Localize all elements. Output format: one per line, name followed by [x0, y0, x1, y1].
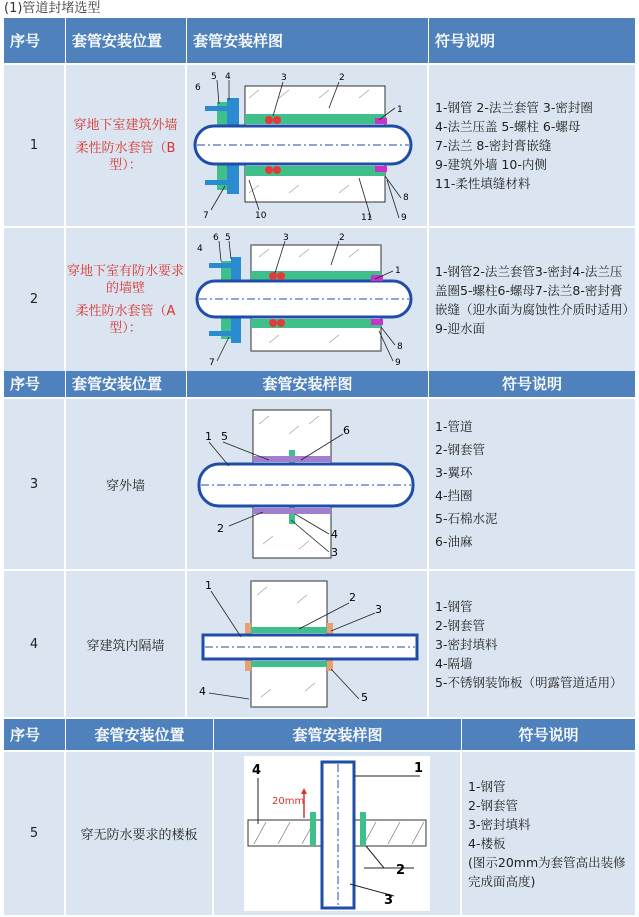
- header-sym: 符号说明: [518, 725, 579, 744]
- flexible-sleeve-a-diagram: [189, 231, 425, 369]
- symbol-line: 2-钢套管: [468, 797, 518, 813]
- figure-cell: [187, 571, 429, 717]
- internal-wall-sleeve-diagram: [189, 573, 425, 715]
- symbol-line: 1-钢管: [435, 598, 473, 614]
- symbol-cell: [429, 228, 635, 371]
- row-position: [66, 65, 187, 226]
- row-number: 1: [4, 65, 66, 226]
- symbol-cell: [429, 571, 635, 717]
- label-4: 4: [331, 528, 338, 541]
- label-3: 3: [331, 546, 338, 559]
- label-1: 1: [395, 265, 401, 276]
- symbol-line: 2-钢套管: [435, 617, 485, 633]
- label-2: 2: [396, 863, 406, 878]
- label-4: 4: [197, 243, 203, 254]
- header-num: 序号: [4, 18, 66, 63]
- table-row-1: [4, 63, 635, 226]
- row-number: 2: [4, 228, 66, 371]
- table-row-3: [4, 397, 635, 569]
- external-wall-sleeve-diagram: [189, 404, 425, 564]
- position-line: 穿地下室建筑外墙: [73, 118, 178, 133]
- table-row-5: [4, 750, 635, 915]
- symbol-cell: [462, 752, 635, 915]
- label-8: 8: [403, 193, 409, 203]
- floor-slab-sleeve-diagram: [244, 756, 430, 911]
- symbol-text: 1-钢管2-法兰套管3-密封4-法兰压盖圈5-螺柱6-螺母7-法兰8-密封膏嵌缝（迎水面为腐蚀性介质时适用）9-迎水面: [435, 263, 629, 336]
- symbol-line: 11-柔性填缝材料: [435, 176, 531, 191]
- figure-cell: [187, 399, 429, 569]
- symbol-line: 1-钢管: [468, 778, 506, 794]
- label-3: 3: [281, 73, 287, 83]
- table-row-2: [4, 226, 635, 371]
- label-8: 8: [397, 341, 403, 352]
- label-6: 6: [343, 424, 350, 437]
- label-5: 5: [361, 691, 368, 704]
- label-4: 4: [252, 763, 262, 778]
- figure-cell: [187, 228, 429, 371]
- label-1: 1: [205, 430, 212, 443]
- symbol-line: 1-钢管 2-法兰套管 3-密封圈: [435, 100, 593, 115]
- header-sym: 符号说明: [501, 375, 562, 393]
- figure-cell: [214, 752, 462, 915]
- symbol-line: 5-不锈钢装饰板（明露管道适用）: [435, 674, 623, 690]
- symbol-cell: [429, 399, 635, 569]
- label-5: 5: [225, 232, 231, 243]
- label-9: 9: [395, 357, 401, 368]
- position-text: 穿外墙: [105, 478, 145, 494]
- label-2: 2: [349, 591, 356, 604]
- label-5: 5: [221, 430, 228, 443]
- dimension-20mm: 20mm: [272, 796, 305, 807]
- page-caption: (1)管道封堵选型: [4, 1, 101, 16]
- row-position: [66, 399, 187, 569]
- symbol-line: 3-翼环: [435, 465, 473, 480]
- row-number: 4: [4, 571, 66, 717]
- header-pos: 套管安装位置: [66, 18, 187, 63]
- header-num: 序号: [4, 371, 66, 397]
- header-fig: 套管安装样图: [187, 371, 429, 397]
- symbol-line: 2-钢套管: [435, 442, 485, 457]
- position-line: 穿地下室有防水要求的墙壁: [66, 263, 184, 296]
- symbol-line: 4-法兰压盖 5-螺柱 6-螺母: [435, 119, 581, 134]
- table-header-c: [4, 719, 635, 750]
- figure-cell: [187, 65, 429, 226]
- symbol-line: 7-法兰 8-密封膏嵌缝: [435, 138, 552, 153]
- header-num: 序号: [4, 719, 66, 750]
- symbol-line: (图示20mm为套管高出装修完成面高度): [468, 854, 626, 889]
- flexible-sleeve-b-diagram: [189, 68, 425, 223]
- label-3: 3: [375, 603, 382, 616]
- symbol-line: 4-挡圈: [435, 488, 473, 503]
- position-line: 柔性防水套管（B型）：: [75, 141, 176, 173]
- symbol-line: 4-隔墙: [435, 655, 473, 671]
- label-2: 2: [217, 522, 224, 535]
- symbol-line: 1-管道: [435, 419, 473, 434]
- table-row-4: [4, 569, 635, 717]
- row-position: [66, 752, 214, 915]
- header-fig: 套管安装样图: [214, 719, 462, 750]
- label-6: 6: [213, 232, 219, 243]
- symbol-line: 5-石棉水泥: [435, 511, 498, 526]
- symbol-line: 3-密封填料: [468, 816, 531, 832]
- position-text: 穿无防水要求的楼板: [80, 828, 198, 843]
- label-2: 2: [339, 232, 345, 243]
- label-3: 3: [283, 232, 289, 243]
- label-2: 2: [339, 73, 345, 83]
- row-number: 3: [4, 399, 66, 569]
- row-number: 5: [4, 752, 66, 915]
- header-pos: 套管安装位置: [66, 719, 214, 750]
- symbol-line: 4-楼板: [468, 835, 506, 851]
- label-1: 1: [414, 761, 424, 776]
- row-position: [66, 228, 187, 371]
- row-position: [66, 571, 187, 717]
- label-4: 4: [199, 685, 206, 698]
- symbol-line: 6-油麻: [435, 534, 473, 549]
- label-9: 9: [401, 213, 407, 223]
- label-7: 7: [203, 211, 209, 221]
- label-5: 5: [211, 72, 217, 82]
- label-6: 6: [195, 83, 201, 93]
- label-3: 3: [384, 893, 394, 908]
- position-text: 穿建筑内隔墙: [86, 638, 165, 654]
- header-sym: 符号说明: [435, 31, 496, 50]
- header-pos: 套管安装位置: [66, 371, 187, 397]
- symbol-cell: [429, 65, 635, 226]
- label-1: 1: [205, 579, 212, 592]
- table-header-a: [4, 18, 635, 63]
- header-fig: 套管安装样图: [187, 18, 429, 63]
- label-7: 7: [209, 357, 215, 368]
- label-11: 11: [361, 213, 373, 223]
- position-line: 柔性防水套管（A型）：: [75, 303, 176, 336]
- table-header-b: [4, 371, 635, 397]
- label-1: 1: [397, 105, 403, 115]
- label-4: 4: [225, 72, 231, 82]
- symbol-line: 9-建筑外墙 10-内侧: [435, 157, 547, 172]
- symbol-line: 3-密封填料: [435, 636, 498, 652]
- label-10: 10: [255, 211, 267, 221]
